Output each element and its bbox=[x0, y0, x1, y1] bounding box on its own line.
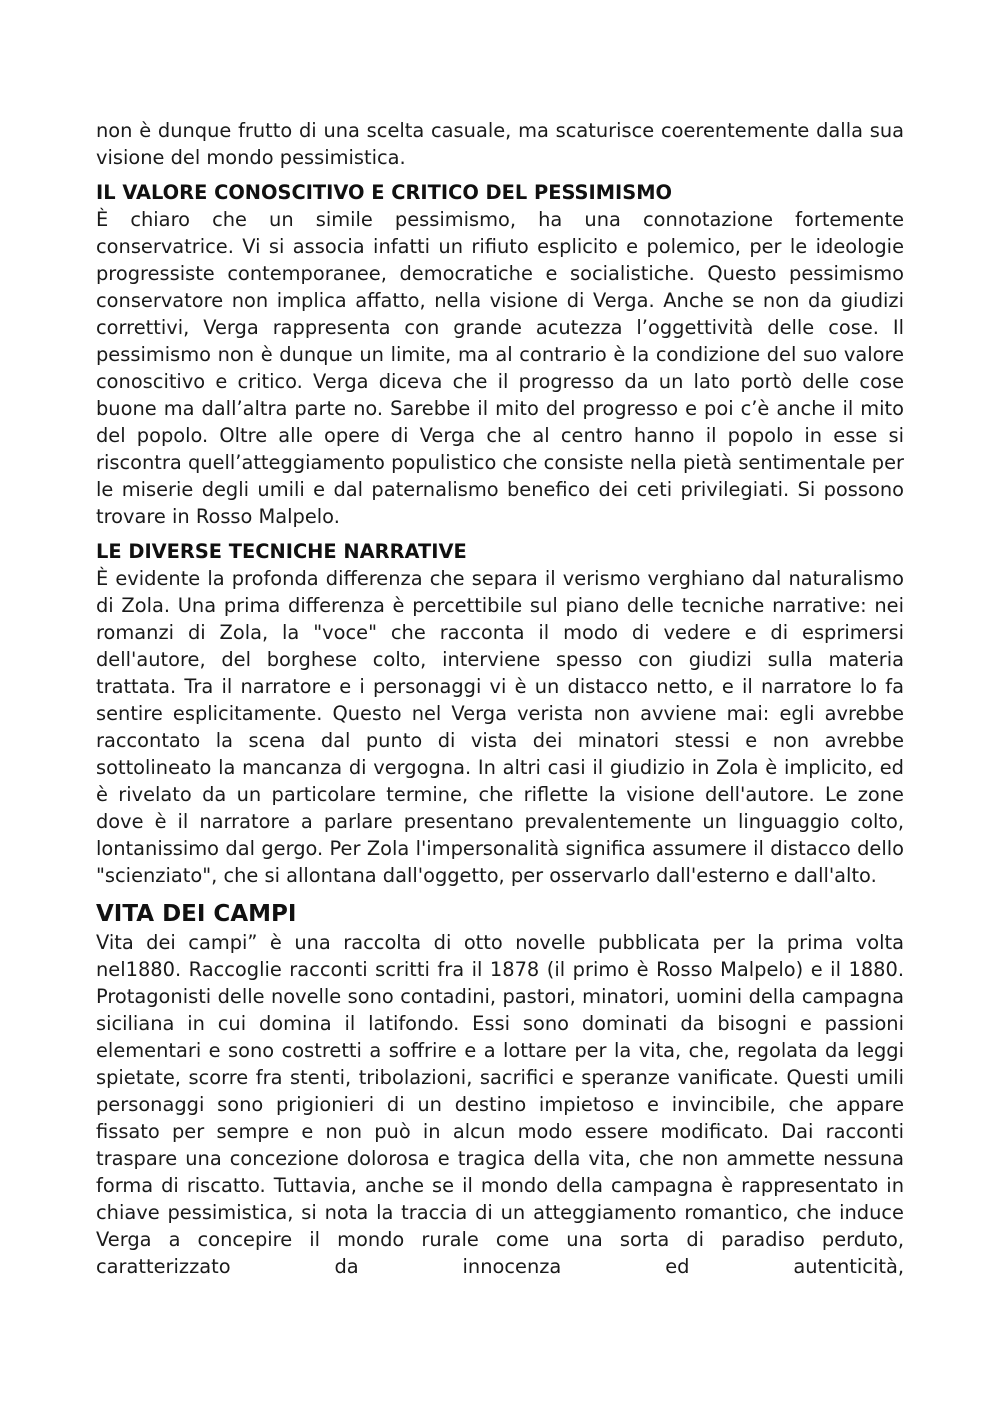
intro-paragraph: non è dunque frutto di una scelta casuale, ma scaturisce coerentemente dalla sua visione del mondo pessimistica. bbox=[96, 119, 904, 169]
section-heading-vita-dei-campi: VITA DEI CAMPI bbox=[96, 901, 297, 927]
section-heading-valore: IL VALORE CONOSCITIVO E CRITICO DEL PESSIMISMO bbox=[96, 181, 672, 204]
section-heading-tecniche: LE DIVERSE TECNICHE NARRATIVE bbox=[96, 540, 467, 563]
section-body-tecniche: È evidente la profonda differenza che separa il verismo verghiano dal naturalismo di Zola. Una prima differenza è percettibile sul piano delle tecniche narrative: nei romanzi di Zola, la "voce" che racconta il modo di vedere e di esprimersi dell'autore, del borghese colto, interviene spesso con giudizi sulla materia trattata. Tra il narratore e i personaggi vi è un distacco netto, e il narratore lo fa sentire esplicitamente. Questo nel Verga verista non avviene mai: egli avrebbe raccontato la scena dal punto di vista dei minatori stessi e non avrebbe sottolineato la mancanza di vergogna. In altri casi il giudizio in Zola è implicito, ed è rivelato da un particolare termine, che riflette la visione dell'autore. Le zone dove è il narratore a parlare presentano prevalentemente un linguaggio colto, lontanissimo dal gergo. Per Zola l'impersonalità significa assumere il distacco dello "scienziato", che si allontana dall'oggetto, per osservarlo dall'esterno e dall'alto. bbox=[96, 567, 904, 887]
section-body-vita-dei-campi: Vita dei campi” è una raccolta di otto novelle pubblicata per la prima volta nel1880. Raccoglie racconti scritti fra il 1878 (il primo è Rosso Malpelo) e il 1880. Protagonisti delle novelle sono contadini, pastori, minatori, uomini della campagna siciliana in cui domina il latifondo. Essi sono dominati da bisogni e passioni elementari e sono costretti a soffrire e a lottare per la vita, che, regolata da leggi spietate, scorre fra stenti, tribolazioni, sacrifici e speranze vanificate. Questi umili personaggi sono prigionieri di un destino impietoso e invincibile, che appare fissato per sempre e non può in alcun modo essere modificato. Dai racconti traspare una concezione dolorosa e tragica della vita, che non ammette nessuna forma di riscatto. Tuttavia, anche se il mondo della campagna è rappresentato in chiave pessimistica, si nota la traccia di un atteggiamento romantico, che induce Verga a concepire il mondo rurale come una sorta di paradiso perduto, caratterizzato da innocenza ed autenticità, bbox=[96, 931, 904, 1278]
section-body-valore: È chiaro che un simile pessimismo, ha una connotazione fortemente conservatrice. Vi si associa infatti un rifiuto esplicito e polemico, per le ideologie progressiste contemporanee, democratiche e socialistiche. Questo pessimismo conservatore non implica affatto, nella visione di Verga. Anche se non da giudizi correttivi, Verga rappresenta con grande acutezza l’oggettività delle cose. Il pessimismo non è dunque un limite, ma al contrario è la condizione del suo valore conoscitivo e critico. Verga diceva che il progresso da un lato portò delle cose buone ma dall’altra parte no. Sarebbe il mito del progresso e poi c’è anche il mito del popolo. Oltre alle opere di Verga che al centro hanno il popolo in esse si riscontra quell’atteggiamento populistico che consiste nella pietà sentimentale per le miserie degli umili e dal paternalismo benefico dei ceti privilegiati. Si possono trovare in Rosso Malpelo. bbox=[96, 208, 904, 528]
